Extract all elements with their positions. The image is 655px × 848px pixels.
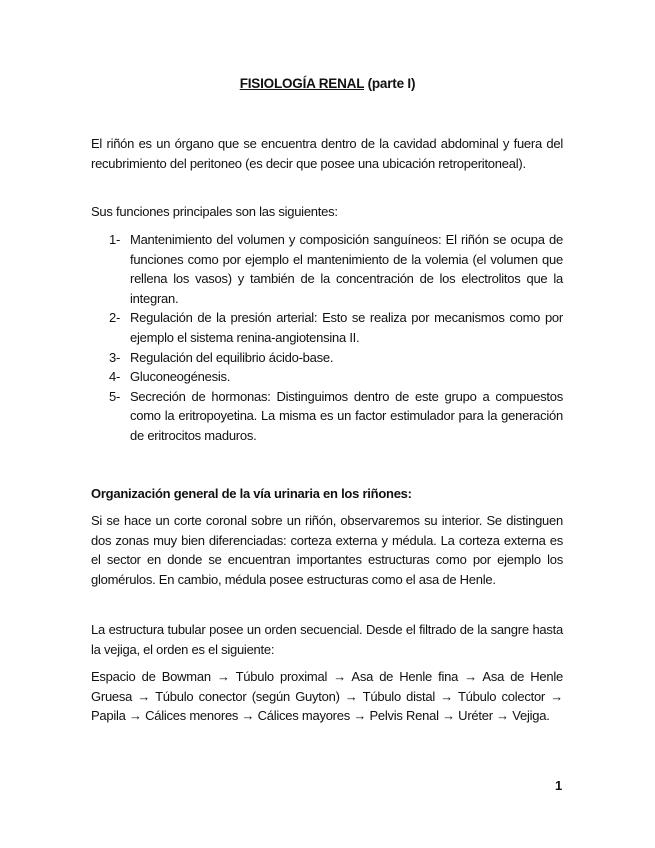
section-paragraph-1 [91, 511, 563, 589]
list-item [109, 367, 563, 387]
section-heading-text: Organización general de la vía urinaria en los riñones: [91, 486, 412, 501]
title-main: FISIOLOGÍA RENAL [239, 76, 365, 91]
list-item [109, 230, 563, 308]
list-item-number: 3- [109, 349, 121, 365]
functions-intro-text: Sus funciones principales son las siguientes: [91, 204, 338, 219]
list-item-number: 2- [109, 310, 121, 326]
functions-list [109, 230, 563, 446]
intro-text: El riñón es un órgano que se encuentra dentro de la cavidad abdominal y fuera del recubrimiento del peritoneo (es decir que posee una ubicación retroperitoneal). [91, 136, 563, 171]
section-heading [91, 484, 563, 504]
intro-paragraph [91, 134, 563, 173]
list-item-text: Gluconeogénesis. [130, 369, 231, 385]
list-item-number: 4- [109, 369, 121, 385]
list-item [109, 348, 563, 368]
section-paragraph-1-text: Si se hace un corte coronal sobre un riñón, observaremos su interior. Se distinguen dos zonas muy bien diferenciadas: corteza externa y médula. La corteza externa es el sector en donde se encuentran importantes estructuras como por ejemplo los glomérulos. En cambio, médula posee estructuras como el asa de Henle. [91, 513, 563, 587]
list-item-text: Regulación de la presión arterial: Esto se realiza por mecanismos como por ejemplo el sistema renina-angiotensina II. [130, 310, 563, 345]
list-item-text: Mantenimiento del volumen y composición sanguíneos: El riñón se ocupa de funciones como por ejemplo el mantenimiento de la volemia (el volumen que rellena los vasos) y también de la concentración de los electrolitos que la integran. [130, 232, 563, 306]
functions-intro [91, 202, 563, 222]
section-paragraph-2 [91, 620, 563, 659]
list-item [109, 387, 563, 446]
list-item [109, 308, 563, 347]
list-item-text: Regulación del equilibrio ácido-base. [130, 349, 334, 365]
tubular-sequence [91, 667, 563, 726]
list-item-number: 1- [109, 232, 121, 247]
list-item-text: Secreción de hormonas: Distinguimos dentro de este grupo a compuestos como la eritropoyetina. La misma es un factor estimulador para la generación de eritrocitos maduros. [130, 388, 563, 443]
list-item-number: 5- [109, 388, 121, 404]
page-number: 1 [555, 778, 563, 793]
title-suffix: (parte I) [364, 76, 416, 91]
page-title [0, 76, 655, 91]
section-paragraph-2-text: La estructura tubular posee un orden secuencial. Desde el filtrado de la sangre hasta la vejiga, el orden es el siguiente: [91, 622, 563, 657]
tubular-sequence-text: Espacio de Bowman → Túbulo proximal → Asa de Henle fina → Asa de Henle Gruesa → Túbulo conector (según Guyton) → Túbulo distal → Túbulo colector → Papila → Cálices menores → Cálices mayores → Pelvis Renal → Uréter → Vejiga. [91, 669, 563, 724]
